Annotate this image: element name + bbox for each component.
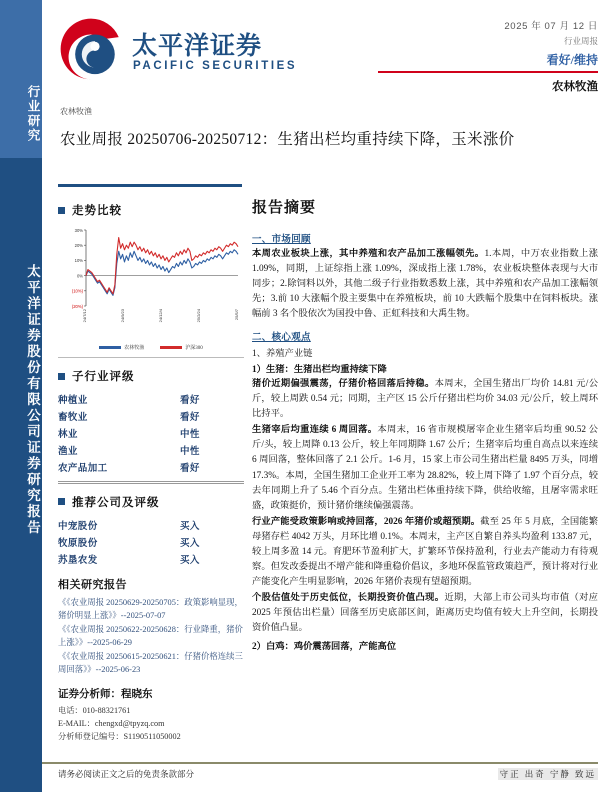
company-name: 牧原股份 [58, 538, 98, 549]
related-report-item[interactable]: 《《农业周报 20250615-20250621：仔猪价格连续三周回落》》--2025-06-23 [58, 651, 243, 674]
logo-text-cn: 太平洋证券 [132, 32, 263, 60]
divider [58, 357, 244, 358]
chart-legend [58, 344, 244, 351]
company-rating-table [58, 516, 244, 568]
sub-rating-name: 畜牧业 [58, 412, 88, 423]
legend-item [160, 344, 203, 351]
legend-swatch-series-1 [160, 346, 182, 348]
table-row [58, 459, 244, 476]
page-footer [58, 768, 598, 780]
abstract-title: 报告摘要 [252, 200, 317, 216]
svg-text:0%: 0% [76, 273, 83, 279]
company-name: 中宠股份 [58, 521, 98, 532]
analyst-email[interactable]: E-MAIL：chengxd@tpyzq.com [58, 718, 165, 728]
lead-sentence: 本周农业板块上涨，其中养殖和农产品加工涨幅领先。 [252, 249, 485, 259]
side-label-research: 行业研究 [26, 85, 40, 143]
core-view-item2: 2）白鸡：鸡价震荡回落，产能高位 [252, 642, 397, 653]
sub-rating-name: 种植业 [58, 395, 88, 406]
report-date: 2025 年 07 月 12 日 [504, 21, 598, 32]
core-view-sub1: 1、养殖产业链 [252, 349, 313, 360]
right-column [252, 196, 598, 654]
svg-text:24/9/23: 24/9/23 [120, 309, 125, 323]
sub-rating-section-header [58, 368, 244, 384]
side-label-company: 太平洋证券股份有限公司证券研究报告 [25, 264, 40, 536]
sub-rating-value: 看好 [180, 412, 200, 423]
svg-text:25/5/7: 25/5/7 [234, 309, 239, 321]
body-text: 1.本周，中万农业指数上涨 1.09%，同期，上证综指上涨 1.09%，深成指上涨 1.78%，农业板块整体表现与大市同步；2.除饲料以外，其他二级子行业指数悉数上涨，其中养殖和农产品加工涨幅领先；3.前 10 大涨幅个股主要集中在养殖板块，前 10 大跌幅个股集中在饲料板块。涨幅前 3 名个股依次为国投中鲁、正虹科技和大禹生物。 [252, 249, 598, 320]
table-row [58, 390, 244, 407]
body-text: 本周末，全国生猪出厂均价 14.81 元/公斤，较上周跌 0.54 元；同期，主产区 15 公斤仔猪出栏均价 34.03 元/公斤，较上周环比持平。 [252, 379, 598, 420]
svg-text:30%: 30% [74, 227, 83, 233]
svg-text:(20%): (20%) [71, 303, 83, 309]
svg-text:25/2/24: 25/2/24 [196, 309, 201, 323]
trend-chart-svg [60, 224, 242, 342]
sub-rating-name: 林业 [58, 429, 78, 440]
related-reports-label: 相关研究报告 [58, 578, 127, 591]
trend-section-header [58, 202, 244, 218]
lead-sentence: 行业产能受政策影响或持回落，2026 年猪价或超预期。 [252, 516, 481, 527]
sector-name: 农林牧渔 [552, 81, 598, 94]
core-view-item1: 1）生猪：生猪出栏均重持续下降 [252, 365, 387, 376]
bullet-square-icon [58, 207, 65, 214]
footer-disclaimer: 请务必阅读正文之后的免责条款部分 [58, 769, 195, 779]
brand-logo [58, 14, 308, 86]
svg-text:10%: 10% [74, 258, 83, 264]
header-divider [378, 71, 598, 73]
related-report-item[interactable]: 《《农业周报 20250622-20250628：行业降重，猪价上涨》》--2025-06-29 [58, 624, 243, 647]
table-row [58, 550, 244, 567]
table-row [58, 516, 244, 533]
svg-text:24/12/4: 24/12/4 [158, 309, 163, 323]
footer-slogan: 守正 出奇 宁静 致远 [499, 769, 596, 779]
trend-comparison-chart [60, 224, 242, 342]
rating-badge: 看好/维持 [546, 53, 598, 67]
analyst-name: 证券分析师：程晓东 [58, 688, 153, 700]
body-text: 截至 25 年 5 月底，全国能繁母猪存栏 4042 万头，月环比增 0.1%。本周末，主产区自繁自养头均盈利 133.87 元，较上周多盈 14 元。育肥环节盈利扩大，扩繁环节保持盈利，行业去产能动力有待观察。但发改委提出不增产能和降重稳价倡议，多地环保监管政策趋严，预计将对行业产能变化产生明显影响，2026 年猪价表现有望超预期。 [252, 516, 598, 587]
bullet-square-icon [58, 498, 65, 505]
paragraph-carcass-weight [252, 423, 598, 513]
paragraph-pig-price [252, 377, 598, 422]
logo-text-en: PACIFIC SECURITIES [133, 60, 298, 72]
side-band-foot [0, 780, 42, 792]
company-rating-value: 买入 [180, 521, 200, 532]
company-rating-section-header [58, 494, 244, 510]
paragraph-valuation [252, 591, 598, 636]
body-text: 本周末，16 省市规模屠宰企业生猪宰后均重 90.52 公斤/头，较上周降 0.13 公斤，较上年同期降 1.67 公斤；生猪宰后均重自高点以来连续 6 周回落，整体回落了 2.1 公斤。1-6 月，15 家上市公司生猪出栏量 8495 万头，同增 17.3%。本周，全国生猪加工企业开工率为 28.82%，较上周下降了 1.97 个百分点，较去年同期上升了 5.46 个百分点。生猪出栏体重持续下降，供给收缩，且屠宰需求旺盛，政策挺价，预计猪价继续偏强震荡。 [252, 425, 598, 511]
table-row [58, 533, 244, 550]
section-core-view-head: 二、核心观点 [252, 333, 311, 344]
related-report-item[interactable]: 《《农业周报 20250629-20250705：政策影响显现，猪价明显上涨》》--2025-07-07 [58, 597, 243, 620]
footer-divider [42, 762, 598, 764]
legend-label-series-1: 沪深300 [185, 346, 203, 351]
bullet-square-icon [58, 373, 65, 380]
sub-rating-value: 中性 [180, 447, 200, 458]
sub-rating-value: 中性 [180, 429, 200, 440]
analyst-license: 分析师登记编号：S1190511050002 [58, 731, 181, 741]
analyst-info [58, 686, 244, 743]
title-divider [58, 184, 242, 187]
company-rating-value: 买入 [180, 555, 200, 566]
section-market-review-head: 一、市场回顾 [252, 235, 311, 245]
sub-rating-value: 看好 [180, 395, 200, 406]
analyst-phone: 电话：010-88321761 [58, 705, 131, 715]
table-row [58, 424, 244, 441]
table-row [58, 442, 244, 459]
lead-sentence: 个股估值处于历史低位，长期投资价值凸现。 [252, 592, 445, 603]
svg-text:20%: 20% [74, 243, 83, 248]
sub-rating-name: 渔业 [58, 447, 78, 458]
sub-rating-value: 看好 [180, 464, 200, 475]
table-row [58, 407, 244, 424]
sector-tag: 农林牧渔 [60, 107, 92, 116]
left-column [58, 192, 244, 743]
section-market-review-body [252, 247, 598, 322]
legend-swatch-series-0 [99, 346, 121, 348]
paragraph-capacity-policy [252, 515, 598, 590]
sub-rating-name: 农产品加工 [58, 464, 108, 475]
sub-industry-rating-table [58, 390, 244, 476]
lead-sentence: 生猪宰后均重连续 6 周回落。 [252, 425, 378, 436]
body-text: 近期，大部上市公司头均市值（对应 2025 年预估出栏量）回落至历史底部区间，距离历史均值有较大上升空间，长期投资价值凸显。 [252, 592, 598, 633]
trend-section-label: 走势比较 [72, 205, 122, 217]
legend-item [99, 344, 144, 351]
lead-sentence: 猪价近期偏强震荡，仔猪价格回落后持稳。 [252, 379, 435, 390]
company-rating-label: 推荐公司及评级 [72, 496, 160, 509]
svg-text:(10%): (10%) [71, 288, 83, 294]
divider [58, 481, 244, 484]
report-kind: 行业周报 [563, 36, 598, 46]
sub-rating-label: 子行业评级 [72, 371, 135, 383]
header-meta [378, 18, 598, 94]
company-rating-value: 买入 [180, 538, 200, 549]
page-title: 农业周报 20250706-20250712：生猪出栏均重持续下降，玉米涨价 [60, 131, 515, 148]
pacific-securities-logo-icon [58, 16, 124, 82]
svg-text:24/7/12: 24/7/12 [82, 309, 87, 323]
legend-label-series-0: 农林牧渔 [124, 346, 145, 351]
company-name: 苏垦农发 [58, 555, 98, 566]
